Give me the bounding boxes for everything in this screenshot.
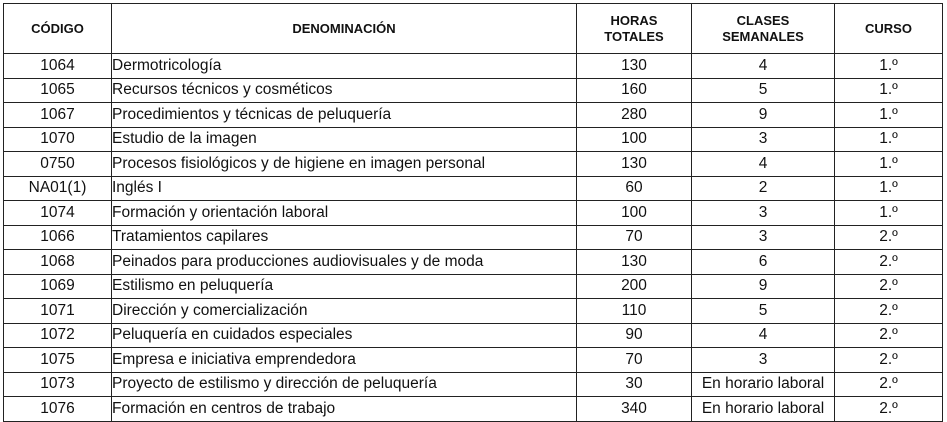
table-row — [4, 274, 943, 299]
header-codigo: CÓDIGO — [4, 4, 112, 54]
cell-denominacion: Peluquería en cuidados especiales — [112, 323, 577, 348]
cell-denominacion: Peinados para producciones audiovisuales y de moda — [112, 250, 577, 275]
cell-clases: 3 — [692, 348, 835, 373]
cell-horas: 130 — [577, 250, 692, 275]
table-row — [4, 299, 943, 324]
cell-codigo: 1071 — [4, 299, 112, 324]
cell-denominacion: Proyecto de estilismo y dirección de peluquería — [112, 372, 577, 397]
header-horas-line1: HORAS — [610, 12, 658, 28]
cell-codigo: 1065 — [4, 78, 112, 103]
cell-clases: 3 — [692, 201, 835, 226]
header-clases-line2: SEMANALES — [722, 28, 804, 44]
cell-clases: 6 — [692, 250, 835, 275]
cell-horas: 60 — [577, 176, 692, 201]
cell-curso: 1.º — [835, 103, 943, 128]
cell-denominacion: Estudio de la imagen — [112, 127, 577, 152]
table-row — [4, 348, 943, 373]
cell-curso: 2.º — [835, 299, 943, 324]
cell-clases: 9 — [692, 103, 835, 128]
header-denominacion: DENOMINACIÓN — [112, 4, 577, 54]
cell-denominacion: Tratamientos capilares — [112, 225, 577, 250]
cell-curso: 2.º — [835, 397, 943, 422]
cell-clases: 3 — [692, 127, 835, 152]
table-row — [4, 397, 943, 422]
table-row — [4, 201, 943, 226]
table-row — [4, 323, 943, 348]
cell-curso: 1.º — [835, 54, 943, 79]
table-row — [4, 250, 943, 275]
cell-denominacion: Dirección y comercialización — [112, 299, 577, 324]
cell-curso: 1.º — [835, 176, 943, 201]
cell-horas: 130 — [577, 152, 692, 177]
cell-clases: En horario laboral — [692, 372, 835, 397]
cell-horas: 110 — [577, 299, 692, 324]
cell-curso: 2.º — [835, 348, 943, 373]
table-body — [4, 54, 943, 422]
table-row — [4, 152, 943, 177]
cell-horas: 70 — [577, 225, 692, 250]
cell-codigo: 1068 — [4, 250, 112, 275]
cell-codigo: 1075 — [4, 348, 112, 373]
cell-codigo: 0750 — [4, 152, 112, 177]
cell-codigo: 1072 — [4, 323, 112, 348]
cell-clases: 4 — [692, 323, 835, 348]
table-row — [4, 54, 943, 79]
cell-horas: 100 — [577, 127, 692, 152]
cell-curso: 1.º — [835, 78, 943, 103]
cell-clases: 4 — [692, 152, 835, 177]
cell-codigo: 1066 — [4, 225, 112, 250]
cell-codigo: 1069 — [4, 274, 112, 299]
table-header-row — [4, 4, 943, 54]
table-row — [4, 127, 943, 152]
cell-clases: En horario laboral — [692, 397, 835, 422]
cell-curso: 1.º — [835, 152, 943, 177]
cell-horas: 340 — [577, 397, 692, 422]
cell-clases: 5 — [692, 299, 835, 324]
cell-denominacion: Formación y orientación laboral — [112, 201, 577, 226]
header-horas-totales — [577, 4, 692, 54]
cell-denominacion: Estilismo en peluquería — [112, 274, 577, 299]
cell-curso: 2.º — [835, 274, 943, 299]
table-row — [4, 103, 943, 128]
cell-denominacion: Recursos técnicos y cosméticos — [112, 78, 577, 103]
cell-clases: 3 — [692, 225, 835, 250]
cell-curso: 2.º — [835, 250, 943, 275]
header-curso: CURSO — [835, 4, 943, 54]
cell-codigo: 1070 — [4, 127, 112, 152]
table-row — [4, 78, 943, 103]
cell-horas: 100 — [577, 201, 692, 226]
header-horas-line2: TOTALES — [604, 28, 664, 44]
cell-horas: 160 — [577, 78, 692, 103]
cell-denominacion: Formación en centros de trabajo — [112, 397, 577, 422]
cell-horas: 280 — [577, 103, 692, 128]
cell-codigo: 1067 — [4, 103, 112, 128]
cell-horas: 90 — [577, 323, 692, 348]
cell-horas: 30 — [577, 372, 692, 397]
cell-curso: 1.º — [835, 127, 943, 152]
cell-horas: 200 — [577, 274, 692, 299]
cell-curso: 2.º — [835, 323, 943, 348]
table-row — [4, 176, 943, 201]
cell-curso: 2.º — [835, 225, 943, 250]
cell-codigo: 1064 — [4, 54, 112, 79]
header-clases-semanales — [692, 4, 835, 54]
cell-denominacion: Inglés I — [112, 176, 577, 201]
cell-curso: 2.º — [835, 372, 943, 397]
table-row — [4, 225, 943, 250]
cell-curso: 1.º — [835, 201, 943, 226]
cell-denominacion: Dermotricología — [112, 54, 577, 79]
cell-horas: 70 — [577, 348, 692, 373]
cell-codigo: 1073 — [4, 372, 112, 397]
cell-codigo: 1074 — [4, 201, 112, 226]
modules-table — [3, 3, 943, 422]
cell-codigo: NA01(1) — [4, 176, 112, 201]
cell-codigo: 1076 — [4, 397, 112, 422]
cell-clases: 2 — [692, 176, 835, 201]
cell-clases: 5 — [692, 78, 835, 103]
cell-clases: 4 — [692, 54, 835, 79]
cell-denominacion: Procesos fisiológicos y de higiene en imagen personal — [112, 152, 577, 177]
cell-horas: 130 — [577, 54, 692, 79]
cell-denominacion: Procedimientos y técnicas de peluquería — [112, 103, 577, 128]
cell-clases: 9 — [692, 274, 835, 299]
header-clases-line1: CLASES — [736, 12, 790, 28]
table-row — [4, 372, 943, 397]
cell-denominacion: Empresa e iniciativa emprendedora — [112, 348, 577, 373]
